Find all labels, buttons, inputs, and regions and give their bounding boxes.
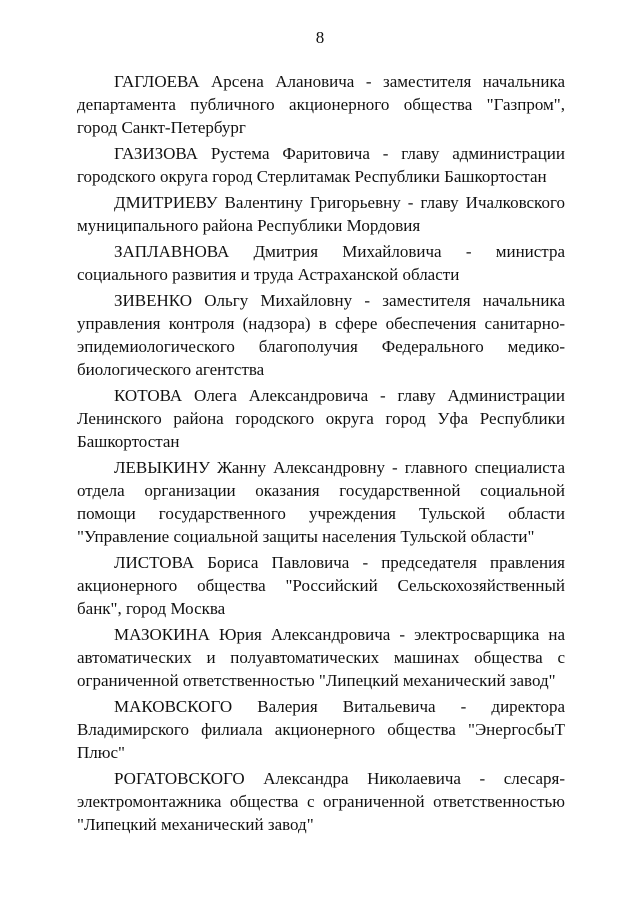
- list-item: МАКОВСКОГО Валерия Витальевича - директора Владимирского филиала акционерного общества "ЭнергосбыТ Плюс": [77, 697, 565, 762]
- page-number: 8: [315, 28, 325, 47]
- list-item: РОГАТОВСКОГО Александра Николаевича - слесаря-электромонтажника общества с ограниченной ответственностью "Липецкий механический завод": [77, 769, 565, 834]
- list-item: ЗАПЛАВНОВА Дмитрия Михайловича - министра социального развития и труда Астраханской области: [77, 242, 565, 284]
- list-item: ГАЗИЗОВА Рустема Фаритовича - главу администрации городского округа город Стерлитамак Республики Башкортостан: [77, 144, 565, 186]
- list-item: ЗИВЕНКО Ольгу Михайловну - заместителя начальника управления контроля (надзора) в сфере обеспечения санитарно-эпидемиологического благополучия Федерального медико-биологического агентства: [77, 291, 565, 379]
- list-item: КОТОВА Олега Александровича - главу Администрации Ленинского района городского округа город Уфа Республики Башкортостан: [77, 386, 565, 451]
- list-item: ГАГЛОЕВА Арсена Алановича - заместителя начальника департамента публичного акционерного общества "Газпром", город Санкт-Петербург: [77, 72, 565, 137]
- list-item: ЛЕВЫКИНУ Жанну Александровну - главного специалиста отдела организации оказания государственной социальной помощи государственного учреждения Тульской области "Управление социальной защиты населения Тульской области": [77, 458, 565, 546]
- list-item: ЛИСТОВА Бориса Павловича - председателя правления акционерного общества "Российский Сельскохозяйственный банк", город Москва: [77, 553, 565, 618]
- list-item: ДМИТРИЕВУ Валентину Григорьевну - главу Ичалковского муниципального района Республики Мордовия: [77, 193, 565, 235]
- list-item: МАЗОКИНА Юрия Александровича - электросварщика на автоматических и полуавтоматических машинах общества с ограниченной ответственностью "Липецкий механический завод": [77, 625, 565, 690]
- award-list: [77, 70, 565, 839]
